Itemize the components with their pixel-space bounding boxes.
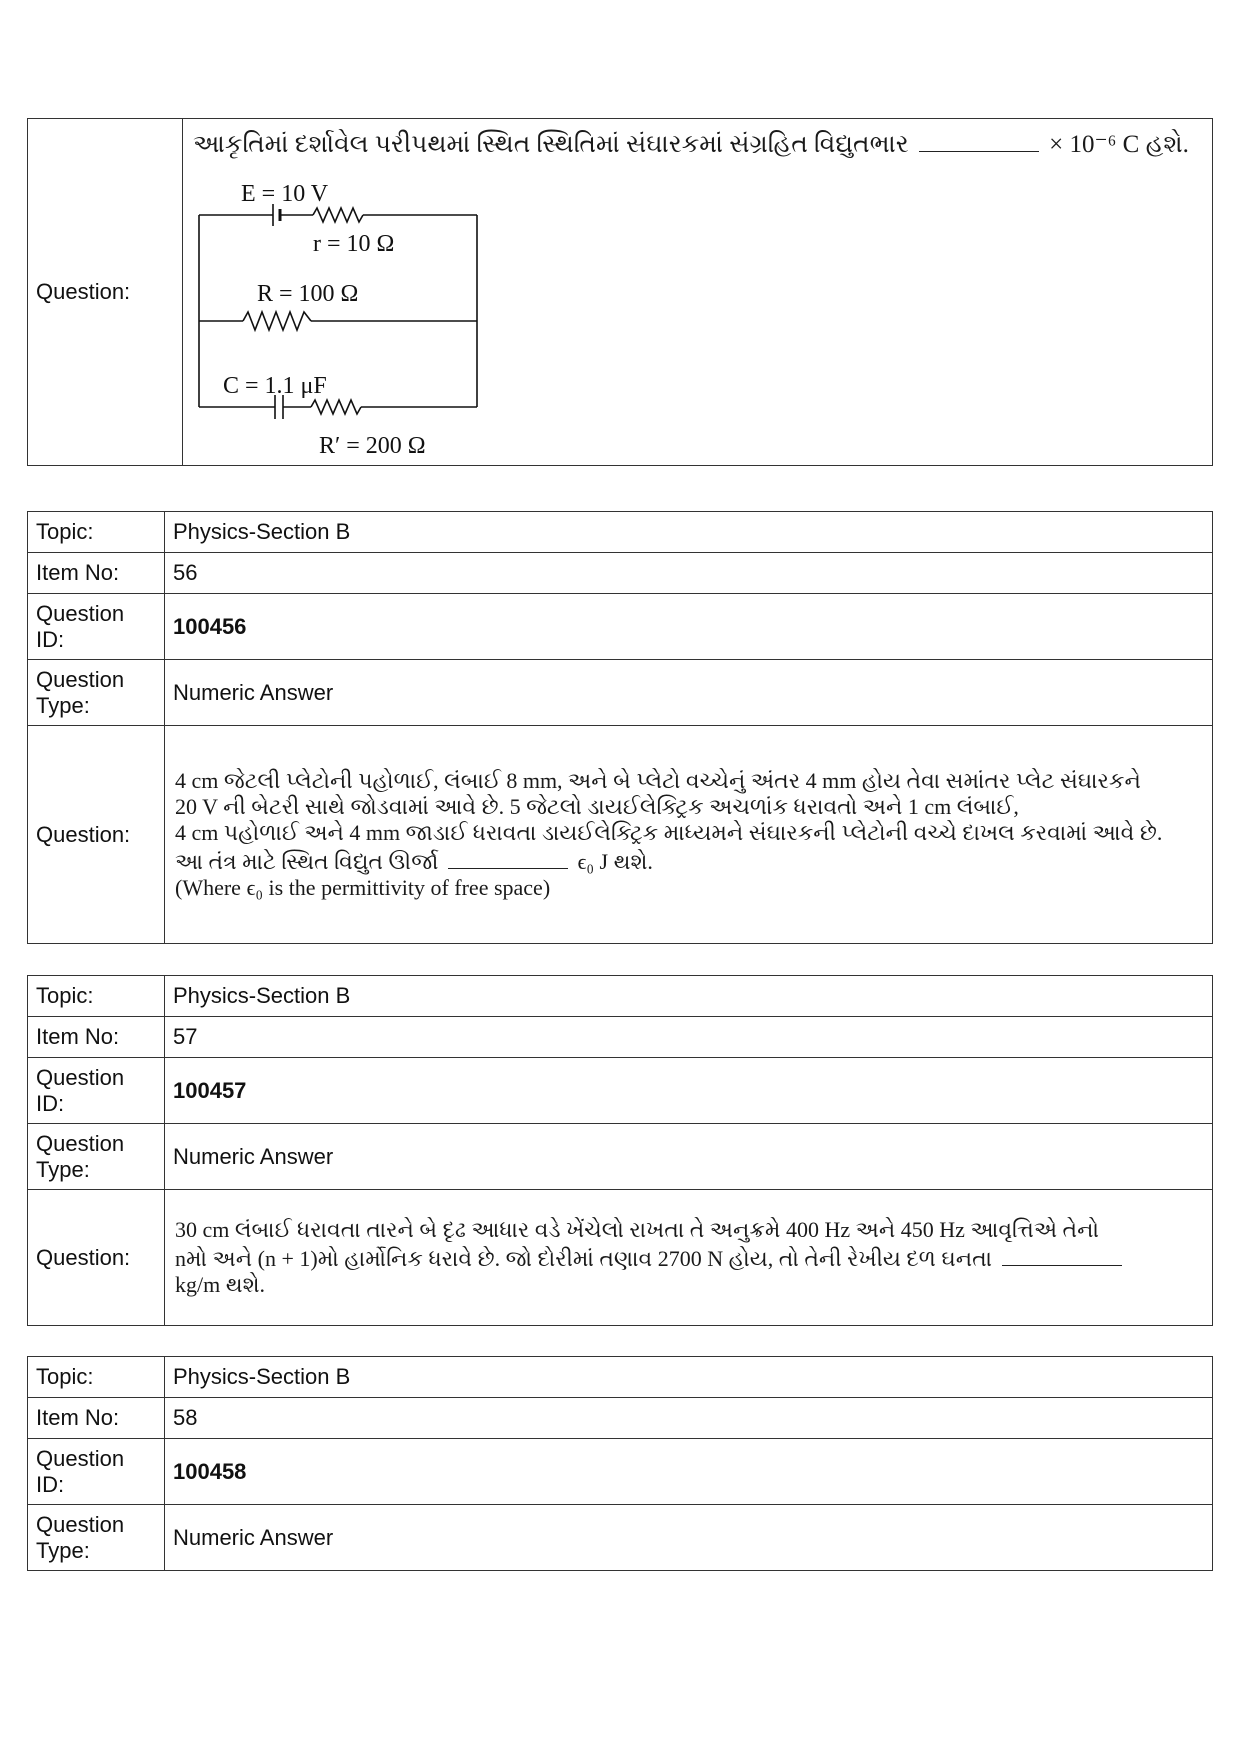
question-label: Question: xyxy=(28,119,183,466)
internal-resistance-label: r = 10 Ω xyxy=(313,231,395,257)
question-text-line: 4 cm જેટલી પ્લેટોની પહોળાઈ, લંબાઈ 8 mm, અને બે પ્લેટો વચ્ચેનું અંતર 4 mm હોય તેવા સમાંતર પ્લેટ સંઘારકને xyxy=(175,768,1141,793)
question-note: (Where ϵ₀ is the permittivity of free space) xyxy=(175,875,551,900)
question-unit: ϵ₀ J થશે. xyxy=(577,849,653,874)
question-type-value: Numeric Answer xyxy=(165,1505,1213,1571)
question-type-value: Numeric Answer xyxy=(165,660,1213,726)
item-no-label: Item No: xyxy=(28,1398,165,1439)
item-no-value: 57 xyxy=(165,1017,1213,1058)
item-no-label: Item No: xyxy=(28,1017,165,1058)
resistor-R-label: R = 100 Ω xyxy=(257,281,359,307)
topic-value: Physics-Section B xyxy=(165,512,1213,553)
topic-label: Topic: xyxy=(28,512,165,553)
question-type-label: Question Type: xyxy=(28,1124,165,1190)
question-55-text: આકૃતિમાં દર્શાવેલ પરીપથમાં સ્થિત સ્થિતિમાં સંઘારકમાં સંગ્રહિત વિદ્યુતભાર xyxy=(193,131,909,158)
answer-blank xyxy=(1002,1243,1122,1266)
resistor-R-icon xyxy=(243,312,311,330)
question-id-label: Question ID: xyxy=(28,1439,165,1505)
topic-value: Physics-Section B xyxy=(165,1357,1213,1398)
resistor-r-icon xyxy=(313,208,363,222)
question-label: Question: xyxy=(28,1190,165,1326)
question-type-label: Question Type: xyxy=(28,1505,165,1571)
question-id-value: 100458 xyxy=(173,1458,247,1484)
item-no-value: 58 xyxy=(165,1398,1213,1439)
question-id-value: 100457 xyxy=(173,1077,247,1103)
circuit-diagram xyxy=(193,171,493,461)
emf-label: E = 10 V xyxy=(241,181,329,207)
item-no-value: 56 xyxy=(165,553,1213,594)
question-55-body xyxy=(183,119,1213,466)
question-56-table xyxy=(27,511,1213,944)
question-55-unit: × 10⁻⁶ C હશે. xyxy=(1049,131,1189,158)
topic-label: Topic: xyxy=(28,1357,165,1398)
answer-blank xyxy=(448,846,568,869)
item-no-label: Item No: xyxy=(28,553,165,594)
question-56-body xyxy=(165,726,1213,944)
resistor-R2-label: R′ = 200 Ω xyxy=(319,433,426,459)
answer-blank xyxy=(919,129,1039,152)
topic-label: Topic: xyxy=(28,976,165,1017)
question-text-line: 20 V ની બેટરી સાથે જોડવામાં આવે છે. 5 જેટલો ડાયઈલેક્ટ્રિક અચળાંક ધરાવતો અને 1 cm લંબાઈ, xyxy=(175,794,1019,819)
topic-value: Physics-Section B xyxy=(165,976,1213,1017)
question-57-table xyxy=(27,975,1213,1326)
question-text-line: nમો અને (n + 1)મો હાર્મોનિક ધરાવે છે. જો દોરીમાં તણાવ 2700 N હોય, તો તેની રેખીય દળ ઘનતા xyxy=(175,1246,993,1271)
question-57-body xyxy=(165,1190,1213,1326)
question-id-value: 100456 xyxy=(173,613,247,639)
question-55-table xyxy=(27,118,1213,466)
question-text-line: આ તંત્ર માટે સ્થિત વિદ્યુત ઊર્જા xyxy=(175,849,439,874)
capacitor-label: C = 1.1 μF xyxy=(223,373,327,399)
question-unit: kg/m થશે. xyxy=(175,1272,266,1297)
question-text-line: 30 cm લંબાઈ ધરાવતા તારને બે દૃઢ આધાર વડે ખેંચેલો રાખતા તે અનુક્રમે 400 Hz અને 450 Hz આવૃત્તિએ તેનો xyxy=(175,1217,1100,1242)
question-id-label: Question ID: xyxy=(28,1058,165,1124)
question-id-label: Question ID: xyxy=(28,594,165,660)
question-type-value: Numeric Answer xyxy=(165,1124,1213,1190)
question-58-table xyxy=(27,1356,1213,1571)
question-type-label: Question Type: xyxy=(28,660,165,726)
question-text-line: 4 cm પહોળાઈ અને 4 mm જાડાઈ ધરાવતા ડાયઈલેક્ટ્રિક માધ્યમને સંઘારકની પ્લેટોની વચ્ચે દાખલ કરવામાં આવે છે. xyxy=(175,820,1163,845)
question-label: Question: xyxy=(28,726,165,944)
resistor-R2-icon xyxy=(311,400,361,414)
